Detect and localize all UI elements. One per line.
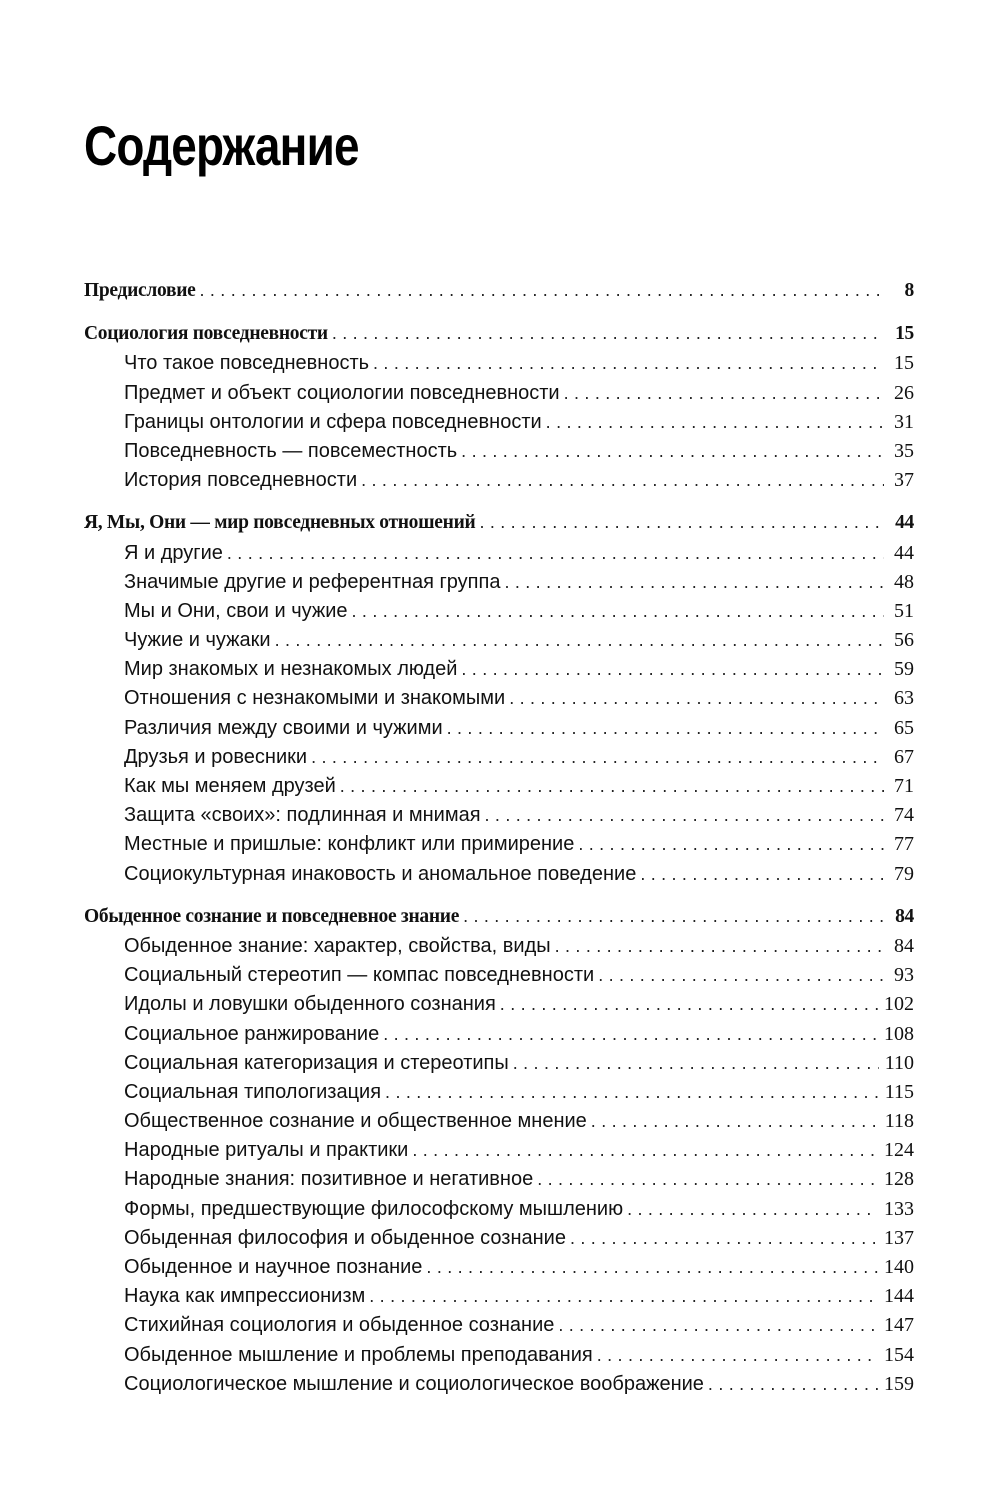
toc-entry-label: Социальная типологизация (124, 1080, 382, 1103)
toc-entry (84, 1168, 914, 1197)
toc-entry-page-number: 37 (894, 469, 914, 492)
dot-leader (463, 906, 884, 927)
toc-entry (84, 833, 914, 862)
dot-leader (361, 470, 884, 491)
toc-entry-page-number: 137 (884, 1226, 914, 1249)
toc-entry-label: Социологическое мышление и социологическое воображение (124, 1372, 704, 1395)
toc-entry-page-number: 63 (894, 687, 914, 710)
toc-entry (84, 746, 914, 775)
toc-entry (84, 1081, 914, 1110)
toc-entry (84, 1314, 914, 1343)
dot-leader (461, 659, 884, 680)
dot-leader (461, 441, 884, 462)
toc-entry (84, 1373, 914, 1402)
toc-entry-label: Различия между своими и чужими (124, 716, 443, 739)
dot-leader (352, 601, 884, 622)
toc-entry-page-number: 84 (894, 934, 914, 957)
toc-entry-page-number: 147 (884, 1314, 914, 1337)
dot-leader (591, 1111, 879, 1132)
dot-leader (513, 1053, 879, 1074)
toc-entry-label: Обыденное мышление и проблемы преподавания (124, 1343, 593, 1366)
dot-leader (383, 1024, 878, 1045)
toc-entry-label: Идолы и ловушки обыденного сознания (124, 993, 496, 1016)
page-title: Содержание (84, 114, 359, 177)
dot-leader (373, 353, 884, 374)
toc-entry-page-number: 144 (884, 1285, 914, 1308)
toc-entry (84, 804, 914, 833)
toc-entry-page-number: 124 (884, 1139, 914, 1162)
toc-entry-page-number: 102 (884, 993, 914, 1016)
toc-entry-label: Народные ритуалы и практики (124, 1139, 409, 1162)
toc-entry-label: Социокультурная инаковость и аномальное поведение (124, 862, 637, 885)
dot-leader (500, 994, 878, 1015)
toc-entry-page-number: 31 (894, 410, 914, 433)
toc-entry-page-number: 159 (884, 1372, 914, 1395)
toc-chapter-page-number: 44 (895, 512, 914, 534)
toc-entry-label: Наука как импрессионизм (124, 1285, 366, 1308)
toc-entry (84, 775, 914, 804)
dot-leader (564, 383, 884, 404)
dot-leader (627, 1199, 878, 1220)
dot-leader (200, 280, 885, 301)
toc-entry (84, 658, 914, 687)
toc-entry-page-number: 108 (884, 1022, 914, 1045)
toc-entry (84, 1139, 914, 1168)
dot-leader (311, 747, 884, 768)
toc-entry (84, 469, 914, 498)
toc-entry (84, 440, 914, 469)
toc-entry (84, 1023, 914, 1052)
toc-entry (84, 1285, 914, 1314)
toc-chapter-page-number: 8 (904, 280, 914, 301)
toc-entry-page-number: 154 (884, 1343, 914, 1366)
toc-entry-label: Общественное сознание и общественное мнение (124, 1110, 587, 1133)
toc-entry-page-number: 56 (894, 629, 914, 652)
toc-entry-label: Я и другие (124, 541, 223, 564)
toc-entry (84, 352, 914, 381)
dot-leader (227, 543, 884, 564)
toc-entry (84, 964, 914, 993)
dot-leader (708, 1374, 878, 1395)
toc-entry (84, 411, 914, 440)
toc-entry-label: Мы и Они, свои и чужие (124, 599, 348, 622)
toc-entry-page-number: 74 (894, 804, 914, 827)
toc-chapter-page-number: 15 (895, 323, 914, 345)
toc-entry-page-number: 35 (894, 439, 914, 462)
toc-entry-label: Мир знакомых и незнакомых людей (124, 658, 458, 681)
toc-entry (84, 717, 914, 746)
dot-leader (275, 630, 884, 651)
toc-entry-page-number: 115 (884, 1080, 914, 1103)
toc-entry-page-number: 79 (894, 862, 914, 885)
dot-leader (412, 1140, 878, 1161)
toc-entry (84, 863, 914, 892)
toc-section (84, 280, 914, 309)
dot-leader (447, 718, 884, 739)
dot-leader (570, 1228, 878, 1249)
toc-entry-page-number: 15 (894, 352, 914, 375)
toc-entry-page-number: 26 (894, 381, 914, 404)
toc-entry-page-number: 51 (894, 599, 914, 622)
toc-entry (84, 382, 914, 411)
toc-entry-label: Обыденное и научное познание (124, 1256, 423, 1278)
dot-leader (426, 1257, 878, 1278)
toc-entry-label: Обыденная философия и обыденное сознание (124, 1226, 566, 1249)
toc-entry-page-number: 128 (884, 1168, 914, 1191)
toc-chapter (84, 280, 914, 309)
toc-entry-page-number: 140 (884, 1256, 914, 1278)
toc-entry-page-number: 93 (894, 964, 914, 987)
toc-entry (84, 1110, 914, 1139)
toc-entry-label: Стихийная социология и обыденное сознание (124, 1314, 555, 1337)
toc-entry-page-number: 48 (894, 570, 914, 593)
dot-leader (537, 1169, 878, 1190)
toc-chapter (84, 906, 914, 935)
toc-entry-label: Защита «своих»: подлинная и мнимая (124, 804, 481, 827)
toc-chapter-label: Социология повседневности (84, 323, 328, 345)
toc-entry-label: Социальная категоризация и стереотипы (124, 1051, 509, 1074)
toc-entry-label: Местные и пришлые: конфликт или примирение (124, 833, 575, 856)
toc-entry-label: Значимые другие и референтная группа (124, 570, 501, 593)
toc-entry-page-number: 77 (894, 833, 914, 856)
dot-leader (578, 834, 884, 855)
toc-entry (84, 629, 914, 658)
toc-entry-label: Границы онтологии и сфера повседневности (124, 410, 542, 433)
toc-chapter-label: Предисловие (84, 280, 196, 301)
toc-entry-label: Предмет и объект социологии повседневности (124, 381, 560, 404)
toc-entry (84, 1344, 914, 1373)
dot-leader (385, 1082, 879, 1103)
toc-entry (84, 1256, 914, 1285)
table-of-contents (84, 280, 914, 1416)
toc-section (84, 323, 914, 498)
toc-entry-label: Что такое повседневность (124, 352, 370, 375)
dot-leader (509, 688, 884, 709)
toc-entry-label: Отношения с незнакомыми и знакомыми (124, 687, 506, 710)
toc-entry-label: История повседневности (124, 469, 358, 492)
toc-chapter (84, 512, 914, 541)
dot-leader (340, 776, 884, 797)
dot-leader (504, 572, 884, 593)
dot-leader (369, 1286, 878, 1307)
toc-chapter-page-number: 84 (895, 905, 914, 927)
dot-leader (597, 1345, 878, 1366)
toc-entry-label: Обыденное знание: характер, свойства, виды (124, 934, 551, 957)
toc-entry-page-number: 65 (894, 716, 914, 739)
toc-entry (84, 1198, 914, 1227)
toc-entry (84, 542, 914, 571)
toc-entry-label: Друзья и ровесники (124, 745, 308, 768)
toc-entry-label: Формы, предшествующие философскому мышлению (124, 1197, 624, 1220)
toc-entry-label: Социальный стереотип — компас повседневности (124, 964, 595, 987)
toc-entry (84, 1052, 914, 1081)
dot-leader (332, 323, 884, 344)
toc-entry (84, 1227, 914, 1256)
toc-chapter-label: Я, Мы, Они — мир повседневных отношений (84, 512, 476, 534)
dot-leader (558, 1315, 878, 1336)
toc-entry (84, 687, 914, 716)
toc-entry-page-number: 59 (894, 658, 914, 681)
toc-entry (84, 600, 914, 629)
toc-entry-page-number: 110 (884, 1051, 914, 1074)
toc-section (84, 512, 914, 891)
toc-entry-page-number: 118 (884, 1110, 914, 1133)
toc-entry-page-number: 67 (894, 745, 914, 768)
toc-entry (84, 935, 914, 964)
dot-leader (546, 412, 884, 433)
toc-entry-page-number: 44 (894, 541, 914, 564)
toc-entry-page-number: 71 (894, 775, 914, 797)
dot-leader (479, 512, 884, 533)
dot-leader (485, 805, 884, 826)
toc-entry-label: Чужие и чужаки (124, 629, 271, 652)
dot-leader (555, 936, 884, 957)
toc-entry-label: Народные знания: позитивное и негативное (124, 1168, 534, 1191)
dot-leader (640, 864, 884, 885)
toc-chapter (84, 323, 914, 352)
toc-chapter-label: Обыденное сознание и повседневное знание (84, 905, 460, 927)
toc-entry (84, 993, 914, 1022)
toc-section (84, 906, 914, 1402)
toc-entry-label: Повседневность — повсеместность (124, 439, 458, 462)
dot-leader (598, 965, 884, 986)
toc-entry (84, 571, 914, 600)
toc-entry-page-number: 133 (884, 1197, 914, 1220)
toc-entry-label: Как мы меняем друзей (124, 775, 336, 797)
toc-entry-label: Социальное ранжирование (124, 1022, 380, 1045)
